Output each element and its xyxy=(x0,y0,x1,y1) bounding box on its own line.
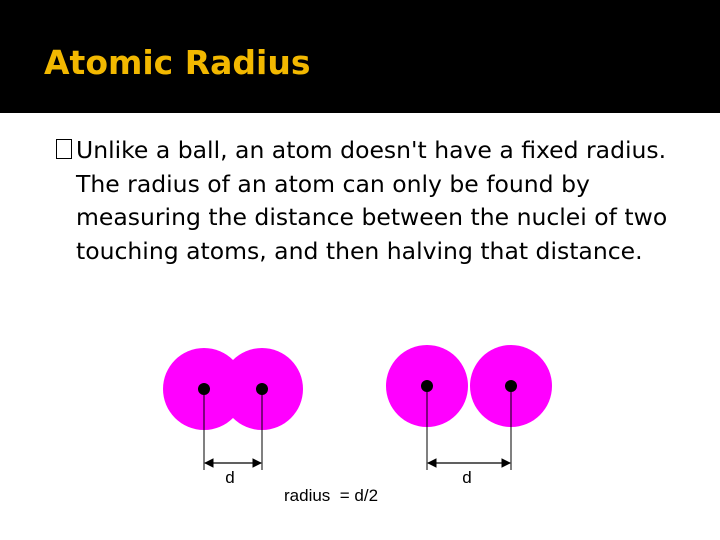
bullet-text: Unlike a ball, an atom doesn't have a fixed radius. The radius of an atom can only be found by measuring the distance between the nuclei of two touching atoms, and then halving that distance. xyxy=(76,136,668,265)
distance-label-left: d xyxy=(225,468,235,487)
atomic-radius-diagram xyxy=(150,335,580,535)
radius-formula: radius = d/2 xyxy=(284,486,379,505)
bullet-box-icon xyxy=(56,139,72,159)
separate-atom-pair xyxy=(386,345,552,487)
title-bar xyxy=(0,0,720,113)
slide-title: Atomic Radius xyxy=(44,43,311,82)
bonded-atom-pair xyxy=(163,348,303,487)
distance-label-right: d xyxy=(462,468,472,487)
bullet-paragraph xyxy=(76,134,706,268)
